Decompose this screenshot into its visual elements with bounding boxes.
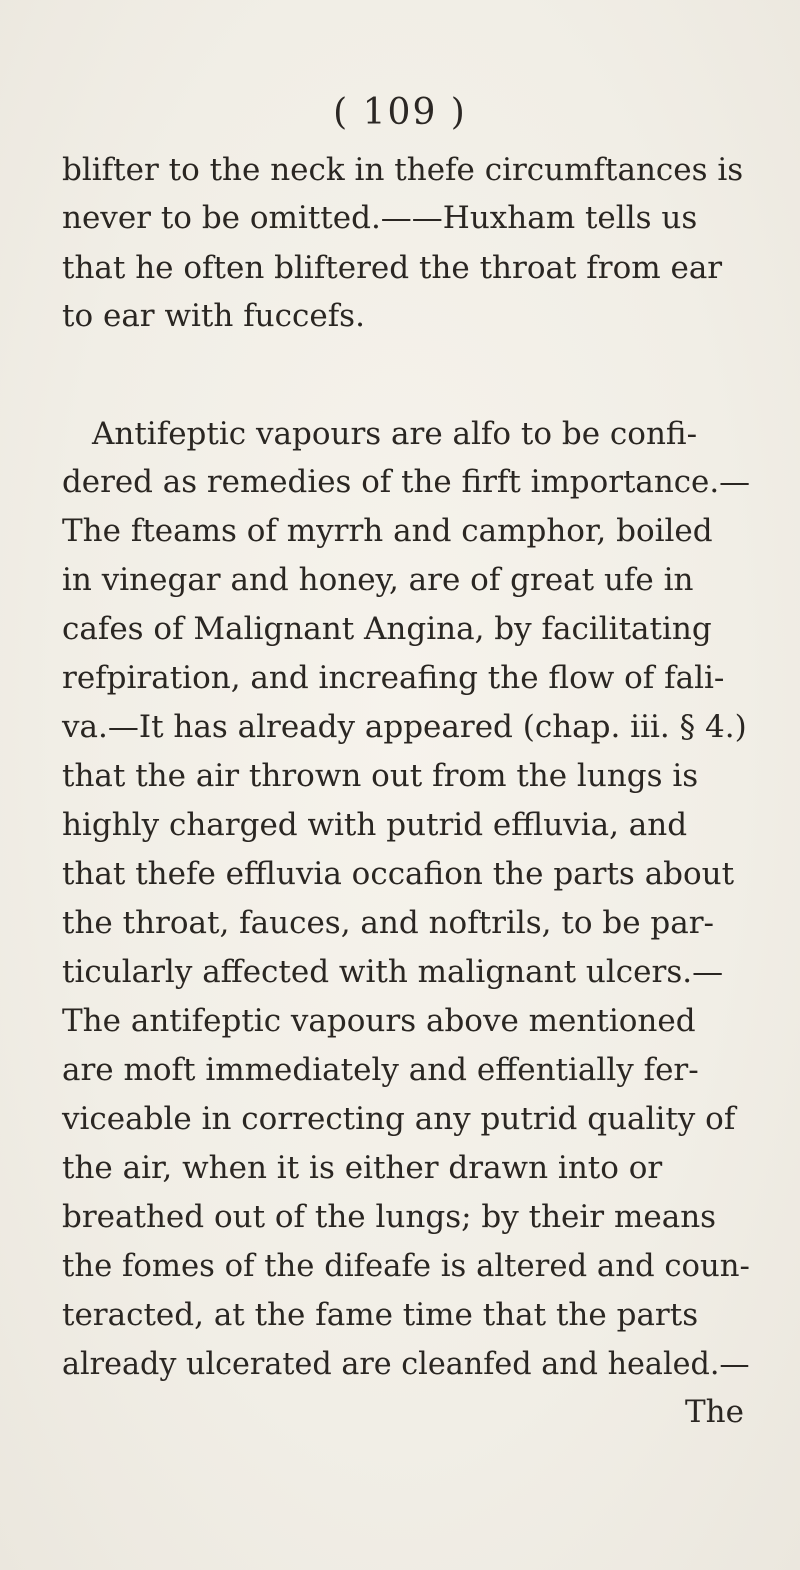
text-line: ticularly affected with malignant ulcers.— [62,954,724,990]
text-line: highly charged with putrid effluvia, and [62,807,688,843]
text-line: refpiration, and increafing the flow of fali- [62,660,725,696]
text-line: that he often bliftered the throat from ear [62,250,723,286]
text-line: va.—It has already appeared (chap. iii. § 4.) [62,709,747,745]
text-line: the fomes of the difeafe is altered and coun- [62,1248,750,1284]
text-line: already ulcerated are cleanfed and healed.— [62,1346,750,1382]
text-line: viceable in correcting any putrid quality of [62,1101,736,1137]
text-line: never to be omitted.——Huxham tells us [62,200,698,236]
text-line: in vinegar and honey, are of great ufe in [62,562,694,598]
text-line: Antifeptic vapours are alfo to be confi- [92,416,698,452]
text-line: that the air thrown out from the lungs is [62,758,699,794]
text-line: dered as remedies of the firft importance.— [62,464,751,500]
text-line: the air, when it is either drawn into or [62,1150,663,1186]
text-line: that thefe effluvia occafion the parts about [62,856,735,892]
text-line: to ear with fuccefs. [62,298,365,334]
text-line: The fteams of myrrh and camphor, boiled [62,513,713,549]
catchword: The [685,1394,744,1430]
page-number: ( 109 ) [333,92,467,133]
text-line: breathed out of the lungs; by their means [62,1199,717,1235]
text-line: the throat, fauces, and noftrils, to be par- [62,905,715,941]
text-line: The antifeptic vapours above mentioned [62,1003,696,1039]
text-line: are moft immediately and effentially fer- [62,1052,699,1088]
text-line: teracted, at the fame time that the parts [62,1297,699,1333]
text-line: blifter to the neck in thefe circumftances is [62,152,744,188]
text-line: cafes of Malignant Angina, by facilitating [62,611,712,647]
